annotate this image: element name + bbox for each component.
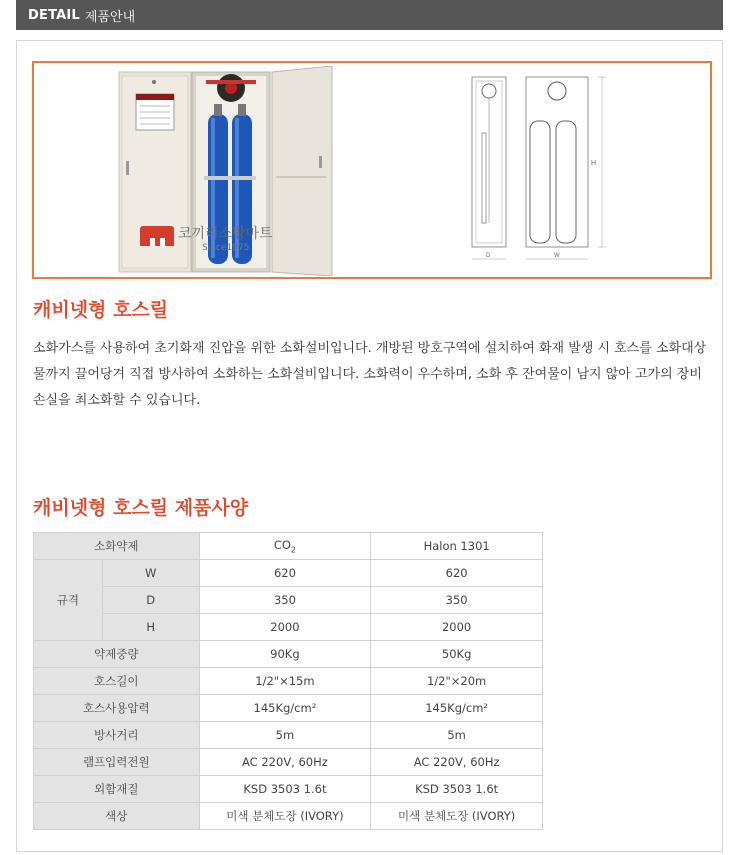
spec-value: 미색 분체도장 (IVORY) bbox=[199, 803, 371, 830]
header-bar bbox=[16, 0, 723, 30]
spec-sublabel: H bbox=[102, 614, 199, 641]
spec-value: AC 220V, 60Hz bbox=[371, 749, 543, 776]
spec-value: Halon 1301 bbox=[371, 533, 543, 560]
spec-title: 캐비넷형 호스릴 제품사양 bbox=[33, 497, 249, 519]
table-row bbox=[34, 587, 543, 614]
spec-value: 50Kg bbox=[371, 641, 543, 668]
spec-label: 방사거리 bbox=[34, 722, 200, 749]
spec-label: 램프입력전원 bbox=[34, 749, 200, 776]
spec-value: AC 220V, 60Hz bbox=[199, 749, 371, 776]
spec-label: 규격 bbox=[34, 560, 103, 641]
spec-value: 350 bbox=[371, 587, 543, 614]
spec-value: KSD 3503 1.6t bbox=[371, 776, 543, 803]
table-row bbox=[34, 668, 543, 695]
table-row bbox=[34, 614, 543, 641]
watermark bbox=[140, 226, 273, 253]
spec-value: 5m bbox=[199, 722, 371, 749]
product-description: 소화가스를 사용하여 초기화재 진압을 위한 소화설비입니다. 개방된 방호구역에 설치하여 화재 발생 시 호스를 소화대상물까지 끌어당겨 직접 방사하여 소화하는 소화설비입니다. 소화력이 우수하며, 소화 후 잔여물이 남지 않아 고가의 장비 손실을 최소화할 수 있습니다. bbox=[33, 341, 707, 408]
spec-value: 350 bbox=[199, 587, 371, 614]
table-row bbox=[34, 776, 543, 803]
spec-value bbox=[199, 533, 371, 560]
table-row bbox=[34, 749, 543, 776]
spec-value: 5m bbox=[371, 722, 543, 749]
watermark-since: Since1975 bbox=[202, 243, 250, 253]
spec-label: 소화약제 bbox=[34, 533, 200, 560]
spec-value: 145Kg/cm² bbox=[199, 695, 371, 722]
drawing-label-d: D bbox=[486, 253, 491, 259]
spec-value: 미색 분체도장 (IVORY) bbox=[371, 803, 543, 830]
table-row bbox=[34, 560, 543, 587]
spec-label: 호스사용압력 bbox=[34, 695, 200, 722]
table-row bbox=[34, 533, 543, 560]
spec-value: 1/2"×20m bbox=[371, 668, 543, 695]
spec-value: 2000 bbox=[371, 614, 543, 641]
table-row bbox=[34, 641, 543, 668]
spec-sublabel: W bbox=[102, 560, 199, 587]
co2-text: CO bbox=[273, 537, 291, 552]
cabinet-drawing bbox=[464, 73, 624, 271]
header-strong: DETAIL bbox=[28, 7, 80, 23]
drawing-label-w: W bbox=[554, 253, 560, 259]
spec-value: 90Kg bbox=[199, 641, 371, 668]
spec-value: 620 bbox=[371, 560, 543, 587]
table-row bbox=[34, 722, 543, 749]
product-image-box bbox=[32, 61, 712, 279]
product-title: 캐비넷형 호스릴 bbox=[33, 299, 169, 321]
spec-label: 외함재질 bbox=[34, 776, 200, 803]
spec-sublabel: D bbox=[102, 587, 199, 614]
spec-value: 1/2"×15m bbox=[199, 668, 371, 695]
watermark-logo-icon bbox=[140, 226, 174, 246]
spec-label: 호스길이 bbox=[34, 668, 200, 695]
spec-value: 145Kg/cm² bbox=[371, 695, 543, 722]
detail-panel bbox=[16, 40, 723, 852]
table-row bbox=[34, 695, 543, 722]
header-title: 제품안내 bbox=[84, 9, 136, 25]
spec-value: KSD 3503 1.6t bbox=[199, 776, 371, 803]
table-row bbox=[34, 803, 543, 830]
drawing-label-h: H bbox=[591, 160, 597, 167]
watermark-name: 코끼리소방마트 bbox=[178, 226, 273, 242]
spec-table bbox=[33, 532, 543, 830]
spec-label: 약제중량 bbox=[34, 641, 200, 668]
spec-value: 2000 bbox=[199, 614, 371, 641]
spec-value: 620 bbox=[199, 560, 371, 587]
co2-subscript: 2 bbox=[290, 545, 297, 555]
spec-label: 색상 bbox=[34, 803, 200, 830]
